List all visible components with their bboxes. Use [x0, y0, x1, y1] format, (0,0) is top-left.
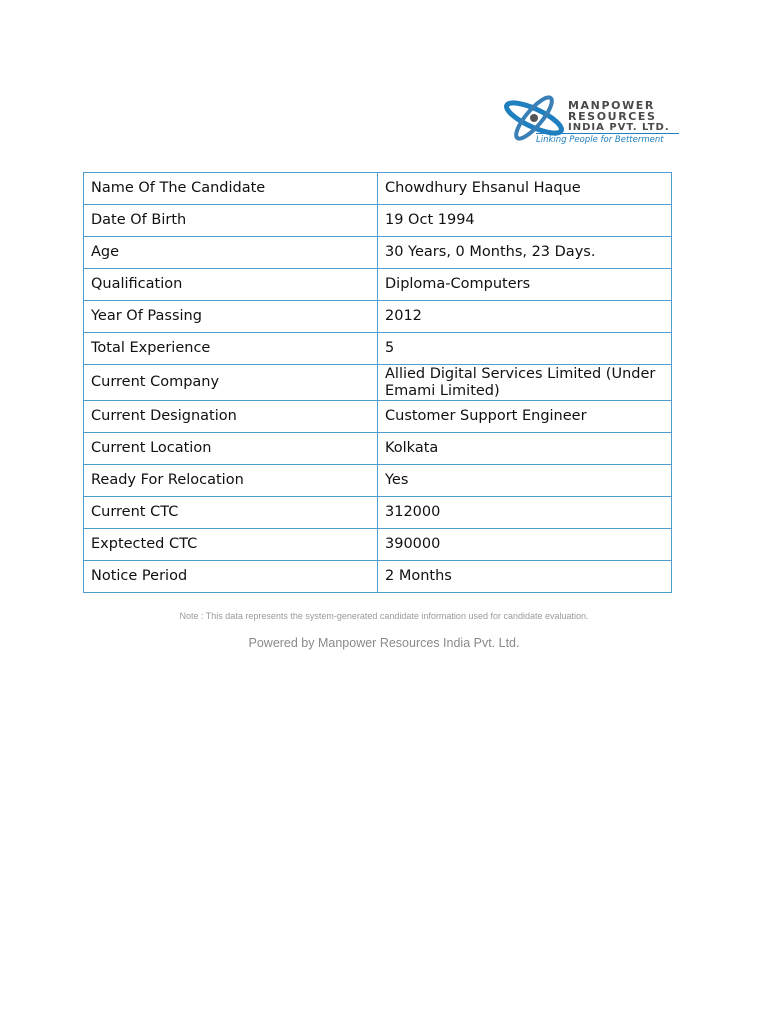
row-label: Year Of Passing: [84, 301, 378, 333]
row-label: Total Experience: [84, 333, 378, 365]
row-value: Allied Digital Services Limited (Under Emami Limited): [378, 365, 672, 401]
row-label: Current Designation: [84, 401, 378, 433]
logo-tagline: Linking People for Betterment: [536, 135, 664, 145]
table-row: [84, 237, 672, 269]
table-row: [84, 433, 672, 465]
footer-note: Note : This data represents the system-generated candidate information used for candidate evaluation.: [179, 611, 589, 621]
table-row: [84, 301, 672, 333]
row-label: Current Company: [84, 365, 378, 401]
row-value: 30 Years, 0 Months, 23 Days.: [378, 237, 672, 269]
row-value: 2 Months: [378, 561, 672, 593]
row-label: Notice Period: [84, 561, 378, 593]
company-logo: [500, 90, 685, 150]
row-label: Current CTC: [84, 497, 378, 529]
table-row: [84, 333, 672, 365]
row-value: 5: [378, 333, 672, 365]
logo-line-2: RESOURCES: [568, 110, 657, 123]
row-value: Yes: [378, 465, 672, 497]
row-value: Kolkata: [378, 433, 672, 465]
row-label: Ready For Relocation: [84, 465, 378, 497]
table-row: [84, 269, 672, 301]
table-row: [84, 497, 672, 529]
row-value: 390000: [378, 529, 672, 561]
table-row: [84, 401, 672, 433]
table-row: [84, 529, 672, 561]
row-value: Chowdhury Ehsanul Haque: [378, 173, 672, 205]
row-label: Date Of Birth: [84, 205, 378, 237]
row-value: 2012: [378, 301, 672, 333]
row-value: 19 Oct 1994: [378, 205, 672, 237]
row-label: Age: [84, 237, 378, 269]
table-row: [84, 465, 672, 497]
row-label: Exptected CTC: [84, 529, 378, 561]
powered-by: Powered by Manpower Resources India Pvt. Ltd.: [248, 636, 520, 650]
table-row: [84, 561, 672, 593]
row-label: Current Location: [84, 433, 378, 465]
row-value: Diploma-Computers: [378, 269, 672, 301]
table-row: [84, 205, 672, 237]
candidate-info-table: [83, 172, 672, 593]
row-label: Qualification: [84, 269, 378, 301]
table-row: [84, 173, 672, 205]
row-value: Customer Support Engineer: [378, 401, 672, 433]
logo-line-1: MANPOWER: [568, 99, 655, 112]
row-value: 312000: [378, 497, 672, 529]
row-label: Name Of The Candidate: [84, 173, 378, 205]
logo-line-3: INDIA PVT. LTD.: [568, 122, 670, 133]
table-row: [84, 365, 672, 401]
logo-rule: [536, 133, 679, 134]
